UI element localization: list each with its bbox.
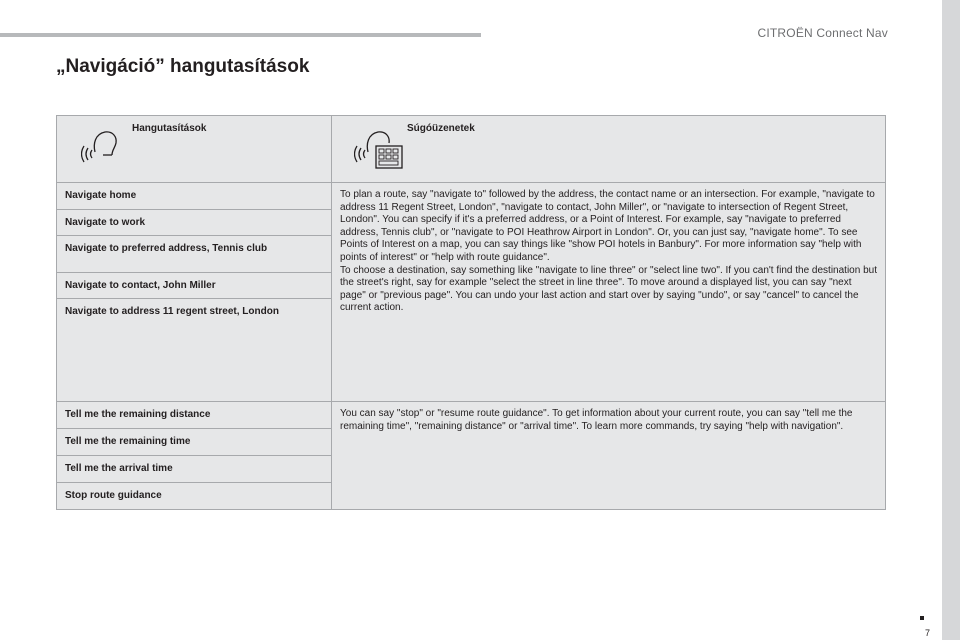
help-text: To choose a destination, say something like "navigate to line three" or "select line two". If you can't find the destination but the street's right, say for example "select the street in line three". To move around a displayed list, you can say "next page" or "previous page". You can undo your last action and start over by saying "undo", or say "cancel" to cancel the current action. <box>340 264 877 314</box>
voice-help-keypad-icon <box>354 126 404 170</box>
page-title: „Navigáció” hangutasítások <box>56 56 310 77</box>
help-cell-guidance: You can say "stop" or "resume route guidance". To get information about your current route, you can say "tell me the remaining time", "remaining distance" or "arrival time". To learn more commands, try saying "help with navigation". <box>332 402 886 510</box>
command-cell: Navigate to work <box>57 210 332 236</box>
table-header-row <box>57 116 886 183</box>
command-cell: Tell me the remaining distance <box>57 402 332 429</box>
command-cell: Navigate to contact, John Miller <box>57 273 332 299</box>
page-marker-dot <box>920 616 924 620</box>
brand-label: CITROËN Connect Nav <box>757 26 888 40</box>
header-help <box>332 116 886 183</box>
help-text: To plan a route, say "navigate to" followed by the address, the contact name or an intersection. For example, "navigate to address 11 Regent Street, London", "navigate to contact, John Miller", or "navigate to intersection of Regent Street, London". You can specify if it's a preferred address, or a Point of Interest. For example, say "navigate to preferred address, Tennis club", or "navigate to POI Heathrow Airport in London". Or, you can just say, "navigate home". To see Points of Interest on a map, you can say things like "show POI hotels in Banbury". For more information say "help with points of interest" or "help with route guidance". <box>340 189 875 263</box>
command-cell: Tell me the arrival time <box>57 456 332 483</box>
command-cell: Navigate home <box>57 183 332 210</box>
voice-command-icon <box>81 126 121 164</box>
header-rule <box>0 33 481 37</box>
header-commands <box>57 116 332 183</box>
table-row <box>57 183 886 210</box>
header-help-label: Súgóüzenetek <box>407 123 475 134</box>
page-edge-band <box>942 0 960 640</box>
help-cell-navigation <box>332 183 886 402</box>
command-cell: Stop route guidance <box>57 483 332 510</box>
header-commands-label: Hangutasítások <box>132 123 207 134</box>
command-cell: Navigate to address 11 regent street, London <box>57 299 332 402</box>
command-cell: Tell me the remaining time <box>57 429 332 456</box>
voice-commands-table <box>56 115 886 510</box>
table-row <box>57 402 886 429</box>
page-number: 7 <box>924 628 930 638</box>
command-cell: Navigate to preferred address, Tennis club <box>57 236 332 273</box>
